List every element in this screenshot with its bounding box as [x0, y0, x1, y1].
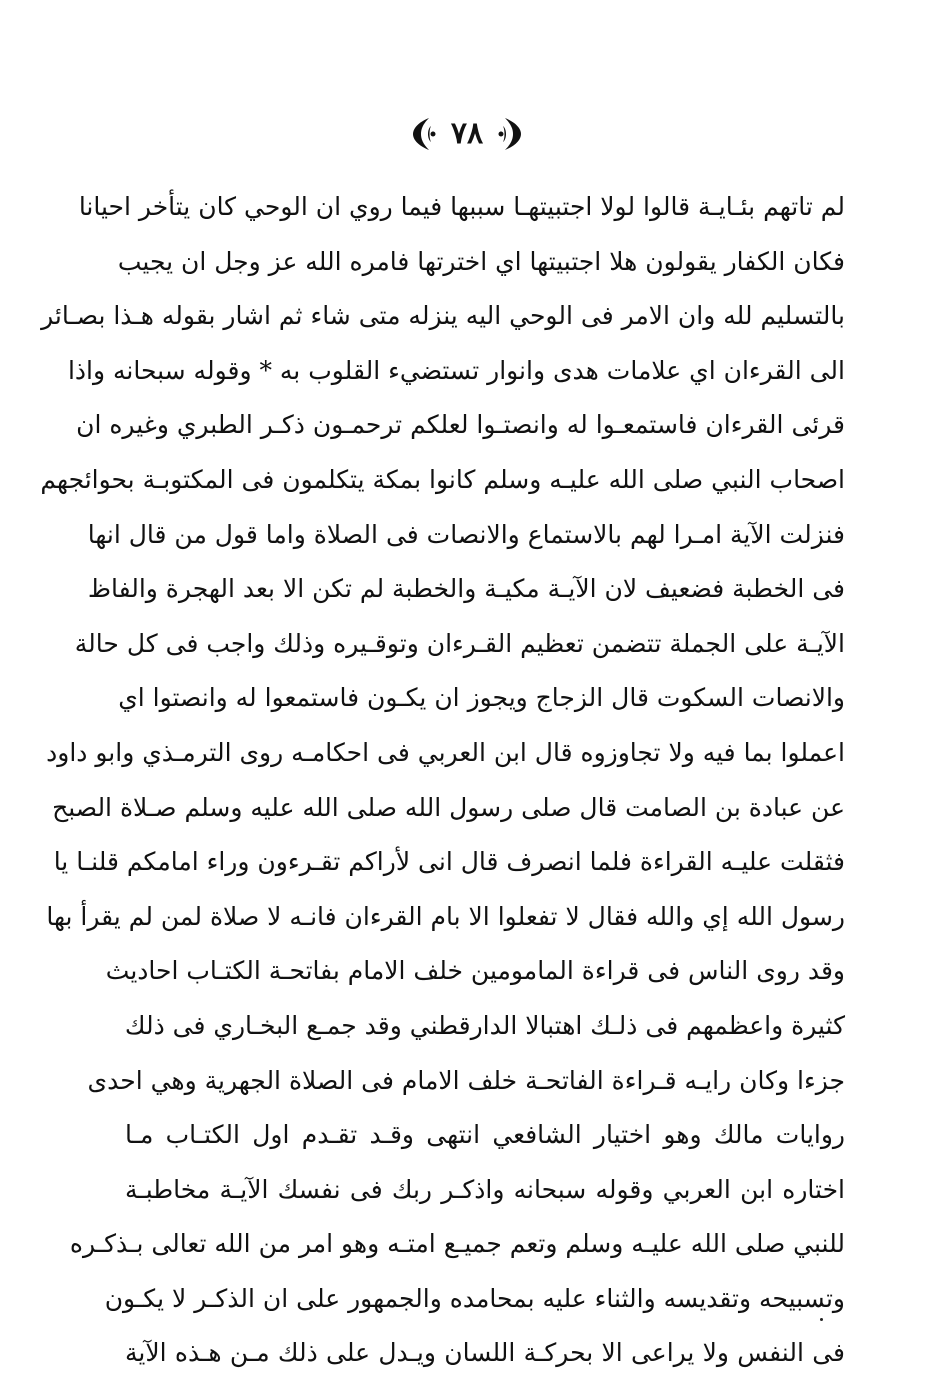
ornament-left-icon — [407, 114, 437, 154]
text-line: فكان الكفار يقولون هلا اجتبيتها اي اخترتها فامره الله عز وجل ان يجيب — [117, 246, 845, 276]
text-line: فى الخطبة فضعيف لان الآيـة مكيـة والخطبة لم تكن الا بعد الهجرة والفاظ — [87, 574, 845, 604]
text-line: فنزلت الآية امـرا لهم بالاستماع والانصات فى الصلاة واما قول من قال انها — [87, 519, 845, 549]
ornament-right-icon — [497, 114, 527, 154]
text-line: فثقلت عليـه القراءة فلما انصرف قال انى لأراكم تقـرءون وراء امامكم قلنـا يا — [53, 847, 845, 877]
text-line: اصحاب النبي صلى الله عليـه وسلم كانوا بمكة يتكلمون فى المكتوبـة بحوائجهم — [40, 464, 845, 494]
text-line: عن عبادة بن الصامت قال صلى رسول الله صلى الله عليه وسلم صـلاة الصبح — [52, 792, 845, 822]
text-line: اختاره ابن العربي وقوله سبحانه واذكـر ربك فى نفسك الآيـة مخاطبـة — [125, 1174, 845, 1204]
text-line: الى القرءان اي علامات هدى وانوار تستضيء القلوب به * وقوله سبحانه واذا — [67, 355, 845, 385]
scan-speck — [820, 1318, 823, 1321]
text-line: جزءا وكان رايـه قـراءة الفاتحـة خلف الامام فى الصلاة الجهرية وهي احدى — [87, 1065, 845, 1095]
text-line: وقد روى الناس فى قراءة المامومين خلف الامام بفاتحـة الكتـاب احاديث — [105, 956, 845, 986]
page-number: ٧٨ — [450, 116, 484, 151]
text-line: فى النفس ولا يراعى الا بحركـة اللسان ويـدل على ذلك مـن هـذه الآية — [125, 1338, 845, 1368]
text-line: والانصات السكوت قال الزجاج ويجوز ان يكـون فاستمعوا له وانصتوا اي — [118, 683, 845, 713]
text-line: رسول الله إي والله فقال لا تفعلوا الا بام القرءان فانـه لا صلاة لمن لم يقرأ بها — [46, 901, 845, 931]
text-line: قرئى القرءان فاستمعـوا له وانصتـوا لعلكم ترحمـون ذكـر الطبري وغيره ان — [76, 410, 845, 440]
text-line: اعملوا بما فيه ولا تجاوزوه قال ابن العربي فى احكامـه روى الترمـذي وابو داود — [46, 737, 845, 767]
text-line: الآيـة على الجملة تتضمن تعظيم القـرءان وتوقـيره وذلك واجب فى كل حالة — [74, 628, 845, 658]
text-line: بالتسليم لله وان الامر فى الوحي اليه ينزله متى شاء ثم اشار بقوله هـذا بصـائر — [41, 301, 845, 331]
text-line: كثيرة واعظمهم فى ذلـك اهتبالا الدارقطني وقد جمـع البخـاري فى ذلك — [124, 1010, 845, 1040]
text-line: للنبي صلى الله عليـه وسلم وتعم جميـع امتـه وهو امر من الله تعالى بـذكـره — [69, 1229, 845, 1259]
body-text — [40, 180, 845, 1381]
text-line: وتسبيحه وتقديسه والثناء عليه بمحامده والجمهور على ان الذكـر لا يكـون — [104, 1283, 845, 1313]
text-line: روايات مالك وهو اختيار الشافعي انتهى وقـد تقـدم اول الكتـاب مـا — [125, 1120, 845, 1150]
page-header — [0, 108, 934, 160]
text-line: لم تاتهم بئـايـة قالوا لولا اجتبيتهـا سببها فيما روي ان الوحي كان يتأخر احيانا — [78, 192, 845, 221]
